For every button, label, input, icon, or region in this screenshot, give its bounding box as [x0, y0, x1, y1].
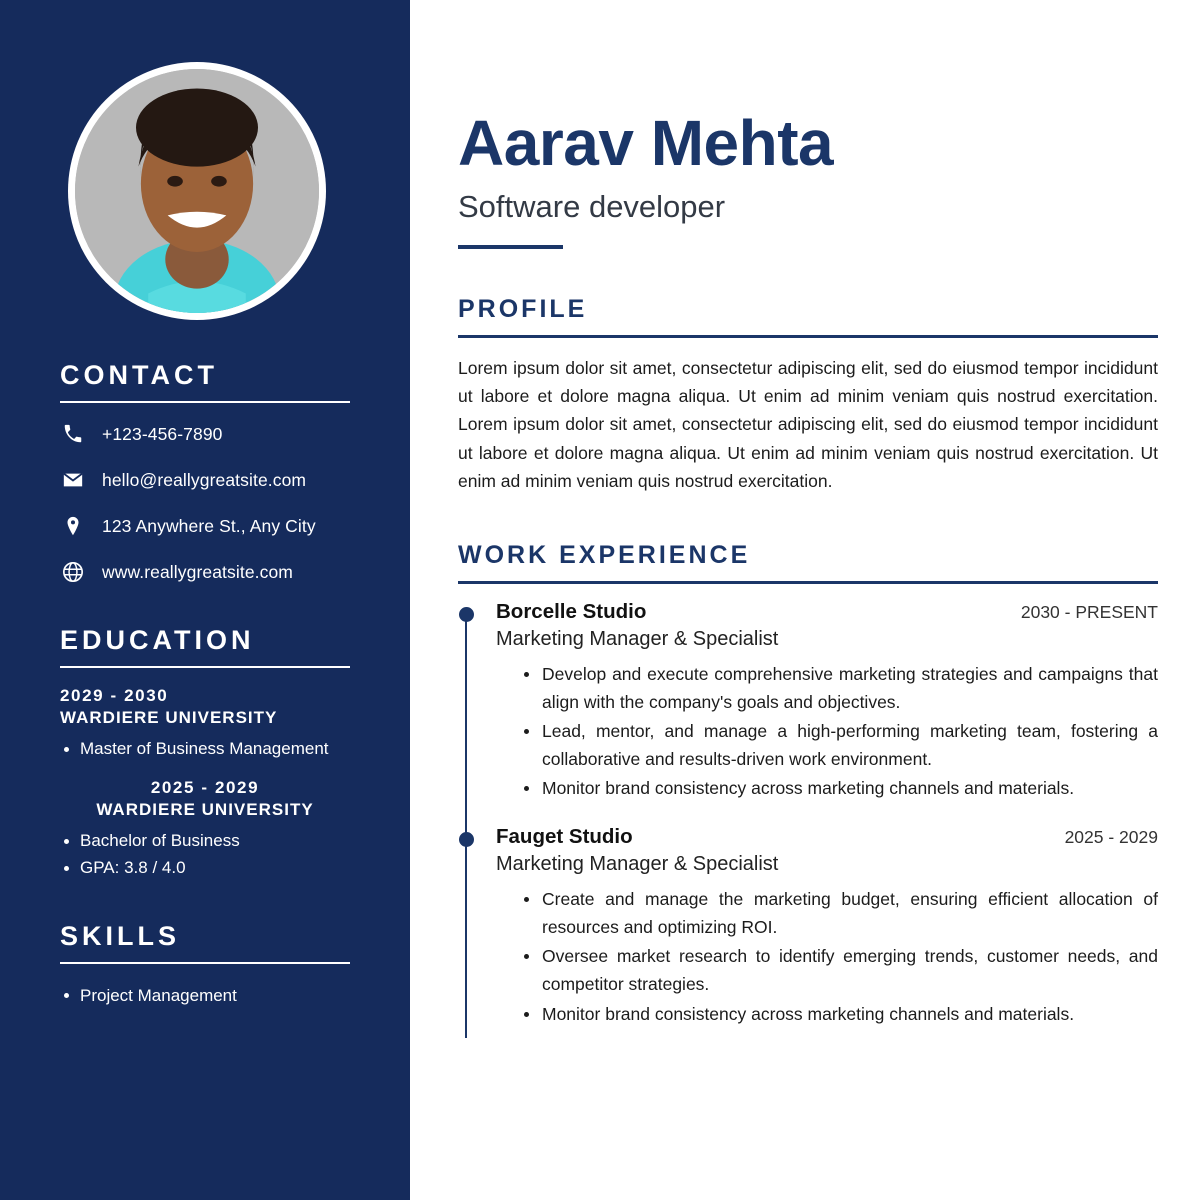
education-title: EDUCATION [60, 625, 255, 655]
education-years: 2029 - 2030 [60, 686, 169, 705]
globe-icon [60, 559, 86, 585]
envelope-icon [60, 467, 86, 493]
skills-title: SKILLS [60, 921, 181, 952]
work-experience-item [496, 600, 1158, 803]
contact-item-website[interactable] [60, 559, 350, 585]
skills-list [60, 982, 350, 1009]
education-details [60, 828, 350, 881]
main-content [410, 0, 1200, 1200]
job-title: Software developer [458, 189, 726, 225]
education-detail: Bachelor of Business [60, 828, 350, 854]
title-underline [458, 245, 563, 249]
work-bullet: Develop and execute comprehensive marketing strategies and campaigns that align with the company's goals and objectives. [522, 661, 1158, 716]
work-experience-item [496, 825, 1158, 1028]
work-bullets [496, 886, 1158, 1028]
contact-phone-text: +123-456-7890 [102, 423, 223, 444]
work-experience-header [496, 825, 1158, 849]
profile-divider [458, 335, 1158, 338]
work-company: Borcelle Studio [496, 599, 647, 623]
education-years: 2025 - 2029 [150, 778, 260, 798]
work-role: Marketing Manager & Specialist [496, 627, 779, 650]
contact-divider [60, 401, 350, 403]
contact-item-phone[interactable] [60, 421, 350, 447]
work-bullet: Monitor brand consistency across marketing channels and materials. [522, 1001, 1158, 1029]
profile-section-title: PROFILE [458, 295, 588, 324]
contact-email-text: hello@reallygreatsite.com [102, 469, 307, 490]
education-detail: Master of Business Management [60, 736, 350, 762]
education-detail: GPA: 3.8 / 4.0 [60, 855, 350, 881]
work-bullet: Oversee market research to identify emerging trends, customer needs, and competitor strategies. [522, 943, 1158, 998]
contact-section [60, 360, 350, 585]
skills-item: Project Management [60, 982, 350, 1009]
avatar [68, 62, 326, 320]
skills-section [60, 921, 350, 1009]
work-company: Fauget Studio [496, 825, 633, 849]
work-bullet: Create and manage the marketing budget, ensuring efficient allocation of resources and optimizing ROI. [522, 886, 1158, 941]
work-dates: 2025 - 2029 [1064, 827, 1158, 848]
profile-text: Lorem ipsum dolor sit amet, consectetur adipiscing elit, sed do eiusmod tempor incididunt ut labore et dolore magna aliqua. Ut enim ad minim veniam quis nostrud exercitation. Lorem ipsum dolor sit amet, consectetur adipiscing elit, sed do eiusmod tempor incididunt ut labore et dolore magna aliqua. Ut enim ad minim veniam quis nostrud exercitation. Ut enim ad minim veniam quis nostrud exercitation. [458, 357, 1158, 492]
work-experience-header [496, 600, 1158, 624]
portrait-illustration [75, 69, 319, 313]
page-title: Aarav Mehta [458, 107, 834, 179]
location-pin-icon [60, 513, 86, 539]
education-school: WARDIERE UNIVERSITY [60, 708, 278, 727]
contact-item-address[interactable] [60, 513, 350, 539]
timeline-dot-icon [459, 832, 474, 847]
work-experience-section-title: WORK EXPERIENCE [458, 541, 751, 570]
education-item [60, 686, 350, 762]
avatar-image [75, 69, 319, 313]
sidebar [0, 0, 410, 1200]
work-dates: 2030 - PRESENT [1020, 601, 1158, 622]
timeline-line [465, 614, 467, 1038]
education-details [60, 736, 350, 762]
education-section [60, 625, 350, 881]
phone-icon [60, 421, 86, 447]
work-experience-list [458, 600, 1158, 1028]
education-item [60, 778, 350, 881]
work-bullet: Monitor brand consistency across marketing channels and materials. [522, 775, 1158, 803]
work-bullets [496, 661, 1158, 803]
contact-address-text: 123 Anywhere St., Any City [102, 515, 316, 536]
contact-item-email[interactable] [60, 467, 350, 493]
contact-title: CONTACT [60, 360, 218, 390]
work-bullet: Lead, mentor, and manage a high-performing marketing team, fostering a collaborative and results-driven work environment. [522, 718, 1158, 773]
skills-divider [60, 962, 350, 964]
education-school: WARDIERE UNIVERSITY [96, 800, 314, 820]
education-divider [60, 666, 350, 668]
work-role: Marketing Manager & Specialist [496, 853, 779, 876]
work-experience-divider [458, 581, 1158, 584]
contact-website-text: www.reallygreatsite.com [102, 561, 293, 582]
timeline-dot-icon [459, 607, 474, 622]
